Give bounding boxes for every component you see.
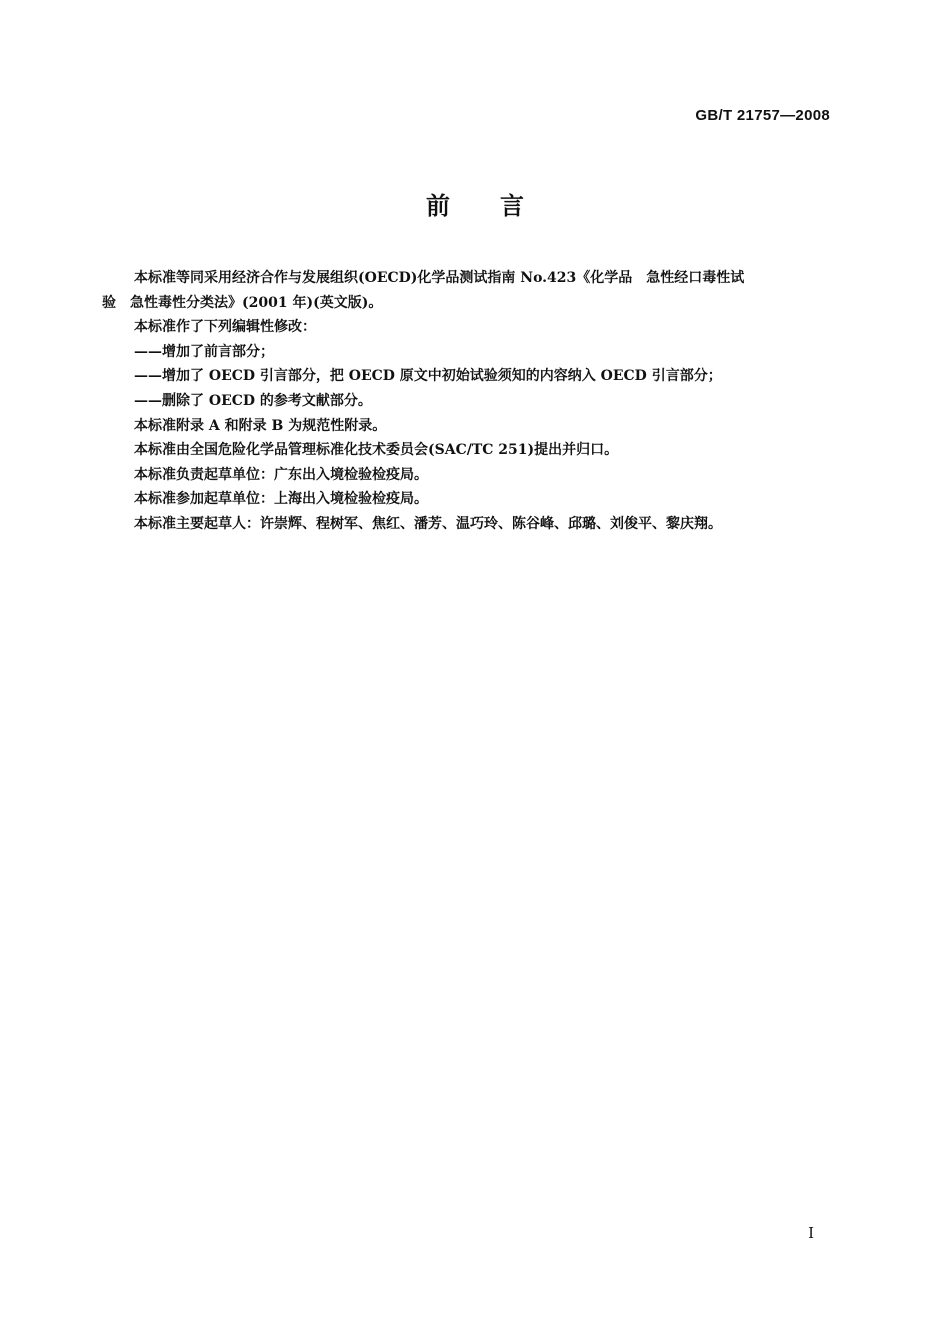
paragraph-responsible-drafter: 本标准负责起草单位：广东出入境检验检疫局。 — [134, 466, 428, 483]
paragraph-line: 本标准等同采用经济合作与发展组织(OECD)化学品测试指南 No.423《化学品 急性经口毒性试 — [134, 270, 745, 286]
foreword-body — [102, 266, 832, 537]
page-title: 前言 — [426, 191, 574, 220]
paragraph-main-drafters: 本标准主要起草人：许崇辉、程树军、焦红、潘芳、温巧玲、陈谷峰、邱璐、刘俊平、黎庆翔。 — [134, 515, 722, 532]
paragraph-adoption — [102, 266, 832, 315]
paragraph-proposer: 本标准由全国危险化学品管理标准化技术委员会(SAC/TC 251)提出并归口。 — [134, 442, 619, 459]
paragraph-participating-drafter: 本标准参加起草单位：上海出入境检验检疫局。 — [134, 491, 428, 508]
list-item-edit: ——增加了前言部分； — [134, 343, 274, 360]
standard-number: GB/T 21757—2008 — [695, 107, 830, 124]
page-number: I — [808, 1224, 814, 1242]
paragraph-line: 验 急性毒性分类法》(2001 年)(英文版)。 — [102, 294, 383, 311]
list-item-edit: ——删除了 OECD 的参考文献部分。 — [134, 392, 372, 409]
paragraph-edits-intro: 本标准作了下列编辑性修改： — [134, 319, 316, 336]
list-item-edit: ——增加了 OECD 引言部分，把 OECD 原文中初始试验须知的内容纳入 OECD 引言部分； — [134, 368, 722, 385]
paragraph-annexes: 本标准附录 A 和附录 B 为规范性附录。 — [134, 417, 387, 434]
